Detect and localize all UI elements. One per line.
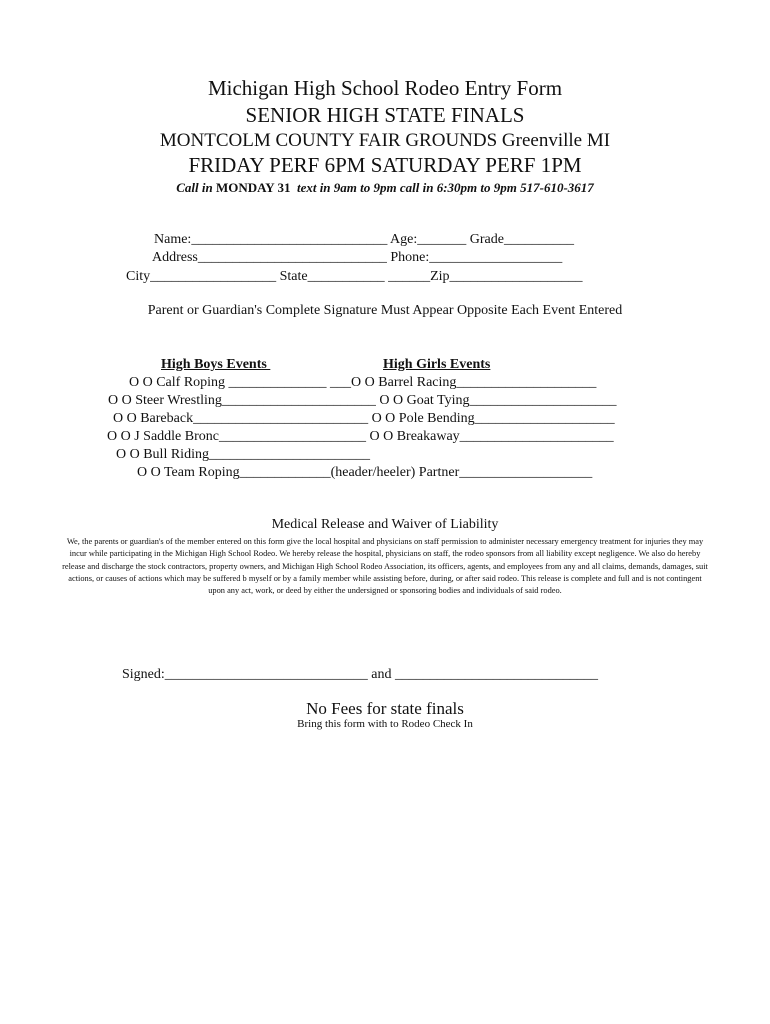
event-row-bull-riding[interactable]: O O Bull Riding_______________________: [116, 447, 370, 462]
call-in-hours: text in 9am to 9pm call in 6:30pm to 9pm 517-610-3617: [290, 180, 594, 195]
boys-events-heading: High Boys Events: [161, 357, 271, 372]
event-row-steer-wrestling-goat-tying[interactable]: O O Steer Wrestling______________________ O O Goat Tying_____________________: [108, 393, 617, 408]
signature-fields[interactable]: Signed:_____________________________ and _____________________________: [122, 667, 598, 682]
no-fees-notice: No Fees for state finals: [306, 699, 464, 718]
name-age-grade-fields[interactable]: Name:____________________________ Age:_______ Grade__________: [154, 232, 574, 247]
check-in-instructions: Bring this form with to Rodeo Check In: [297, 718, 473, 730]
event-row-calf-roping-barrel-racing[interactable]: O O Calf Roping ______________ ___O O Barrel Racing____________________: [129, 375, 597, 390]
medical-release-title: Medical Release and Waiver of Liability: [271, 517, 499, 532]
event-row-saddle-bronc-breakaway[interactable]: O O J Saddle Bronc_____________________ O O Breakaway______________________: [107, 429, 614, 444]
event-location: MONTCOLM COUNTY FAIR GROUNDS Greenville MI: [159, 130, 611, 151]
event-row-team-roping[interactable]: O O Team Roping_____________(header/heeler) Partner___________________: [137, 465, 593, 480]
liability-waiver-text: We, the parents or guardian's of the member entered on this form give the local hospital and physicians on staff permission to administer necessary emergency treatment for injuries they may incur while participating in the Michigan High School Rodeo. We hereby release the hospital, physicians on staff, the rodeo sponsors from all liability except negligence. We also do hereby release and discharge the stock contractors, property owners, and Michigan High School Rodeo Association, its officers, agents, and employees from any and all claims, demands, damages, suit actions, or causes of actions which may be suffered b myself or by a family member while assisting before, during, or after said rodeo. This release is complete and full and is not contingent upon any act, work, or deed by either the undersigned or sponsoring bodies and individuals of said rodeo.: [62, 537, 708, 596]
performance-times: FRIDAY PERF 6PM SATURDAY PERF 1PM: [188, 153, 582, 177]
form-subtitle: SENIOR HIGH STATE FINALS: [245, 103, 525, 127]
girls-events-heading: High Girls Events: [383, 357, 491, 372]
signature-notice: Parent or Guardian's Complete Signature Must Appear Opposite Each Event Entered: [147, 303, 623, 318]
call-in-prefix: Call in: [176, 180, 216, 195]
event-row-bareback-pole-bending[interactable]: O O Bareback_________________________ O O Pole Bending____________________: [113, 411, 615, 426]
city-state-zip-fields[interactable]: City__________________ State___________ ______Zip___________________: [126, 269, 583, 284]
call-in-day: MONDAY 31: [215, 180, 291, 195]
address-phone-fields[interactable]: Address___________________________ Phone:___________________: [152, 250, 563, 265]
form-title: Michigan High School Rodeo Entry Form: [207, 76, 563, 100]
call-in-instructions: [0, 181, 770, 194]
